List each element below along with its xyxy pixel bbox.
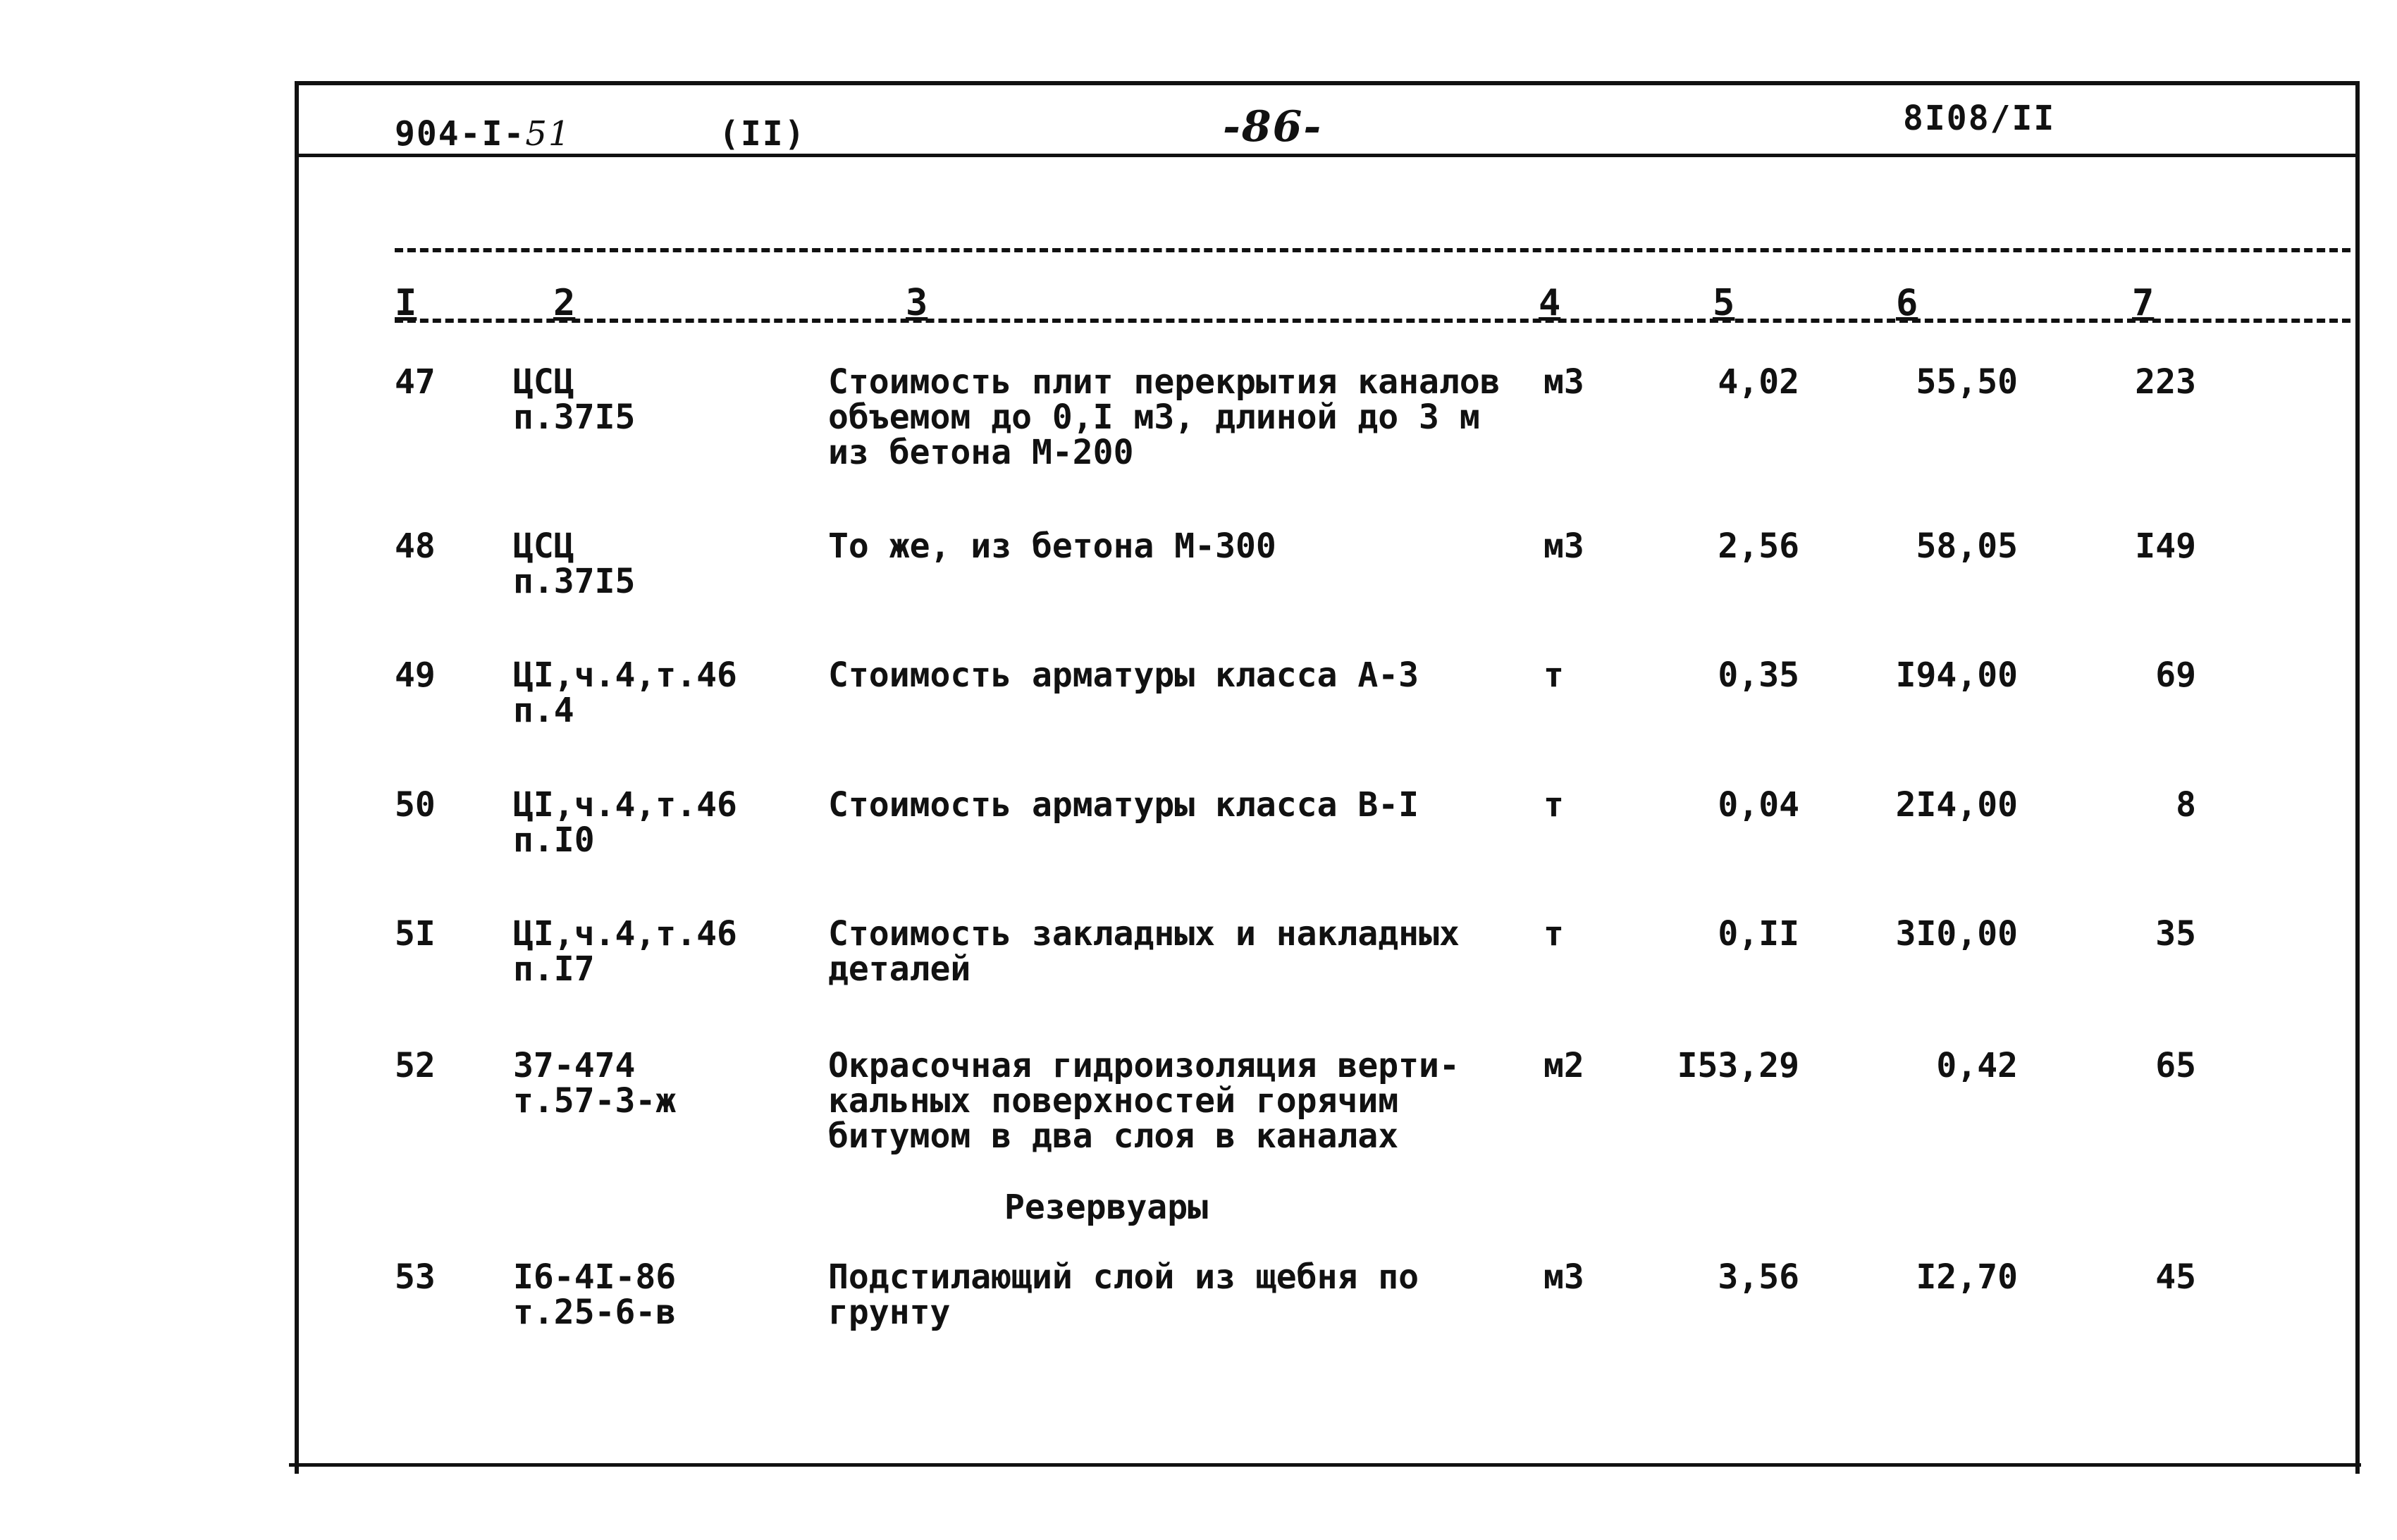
row-number: 5I	[395, 914, 436, 954]
document-code: 8I08/II	[1903, 99, 2056, 138]
handwritten-number: 51	[525, 114, 572, 154]
table-top-rule	[395, 248, 2350, 252]
row-number: 49	[395, 655, 436, 695]
row-description: Подстилающий слой из щебня по грунту	[828, 1257, 1419, 1332]
row-unit-price: 3I0,00	[1895, 914, 2018, 954]
row-quantity: 0,35	[1718, 655, 1799, 695]
row-number: 52	[395, 1046, 436, 1085]
column-header-7: 7	[2132, 282, 2155, 324]
row-description: То же, из бетона М-300	[828, 526, 1276, 566]
row-number: 47	[395, 362, 436, 402]
row-unit: т	[1543, 655, 1564, 695]
row-unit-price: 2I4,00	[1895, 785, 2018, 825]
row-total: 8	[2176, 785, 2196, 825]
row-reference: ЦСЦ п.37I5	[513, 526, 636, 601]
row-unit: м3	[1543, 526, 1584, 566]
row-reference: ЦI,ч.4,т.46 п.I7	[513, 914, 737, 989]
column-header-2: 2	[553, 282, 576, 324]
document-number: 904-I-51	[395, 114, 572, 154]
section-title: Резервуары	[1004, 1188, 1208, 1227]
row-description: Стоимость арматуры класса В-I	[828, 785, 1419, 825]
row-unit: м3	[1543, 1257, 1584, 1297]
column-header-3: 3	[906, 282, 928, 324]
row-total: 35	[2155, 914, 2196, 954]
row-unit: т	[1543, 914, 1564, 954]
row-total: I49	[2135, 526, 2196, 566]
column-header-1: I	[395, 282, 417, 324]
row-description: Стоимость арматуры класса А-3	[828, 655, 1419, 695]
row-quantity: 0,II	[1718, 914, 1799, 954]
column-header-6: 6	[1896, 282, 1918, 324]
row-unit-price: I2,70	[1916, 1257, 2018, 1297]
column-header-5: 5	[1713, 282, 1735, 324]
page-number: -86-	[1223, 102, 1323, 152]
row-quantity: I53,29	[1677, 1046, 1799, 1085]
bottom-rule	[289, 1463, 2361, 1467]
row-total: 45	[2155, 1257, 2196, 1297]
row-unit-price: 0,42	[1936, 1046, 2018, 1085]
row-unit: м3	[1543, 362, 1584, 402]
row-reference: ЦСЦ п.37I5	[513, 362, 636, 437]
row-total: 69	[2155, 655, 2196, 695]
row-unit-price: 58,05	[1916, 526, 2018, 566]
document-part: (II)	[719, 114, 806, 154]
row-quantity: 2,56	[1718, 526, 1799, 566]
header-rule	[299, 154, 2355, 157]
row-reference: ЦI,ч.4,т.46 п.4	[513, 655, 737, 730]
row-description: Стоимость закладных и накладных деталей	[828, 914, 1460, 989]
row-unit: м2	[1543, 1046, 1584, 1085]
row-number: 48	[395, 526, 436, 566]
row-number: 50	[395, 785, 436, 825]
row-quantity: 4,02	[1718, 362, 1799, 402]
row-reference: ЦI,ч.4,т.46 п.I0	[513, 785, 737, 860]
row-unit: т	[1543, 785, 1564, 825]
row-quantity: 3,56	[1718, 1257, 1799, 1297]
row-number: 53	[395, 1257, 436, 1297]
row-unit-price: 55,50	[1916, 362, 2018, 402]
column-header-4: 4	[1539, 282, 1561, 324]
row-unit-price: I94,00	[1895, 655, 2018, 695]
row-total: 223	[2135, 362, 2196, 402]
row-quantity: 0,04	[1718, 785, 1799, 825]
row-reference: I6-4I-86 т.25-6-в	[513, 1257, 677, 1332]
row-total: 65	[2155, 1046, 2196, 1085]
row-reference: 37-474 т.57-3-ж	[513, 1046, 677, 1121]
row-description: Стоимость плит перекрытия каналов объемом до 0,I м3, длиной до 3 м из бетона М-200	[828, 362, 1501, 472]
row-description: Окрасочная гидроизоляция верти- кальных поверхностей горячим битумом в два слоя в каналах	[828, 1046, 1460, 1156]
column-header-rule	[395, 319, 2350, 323]
